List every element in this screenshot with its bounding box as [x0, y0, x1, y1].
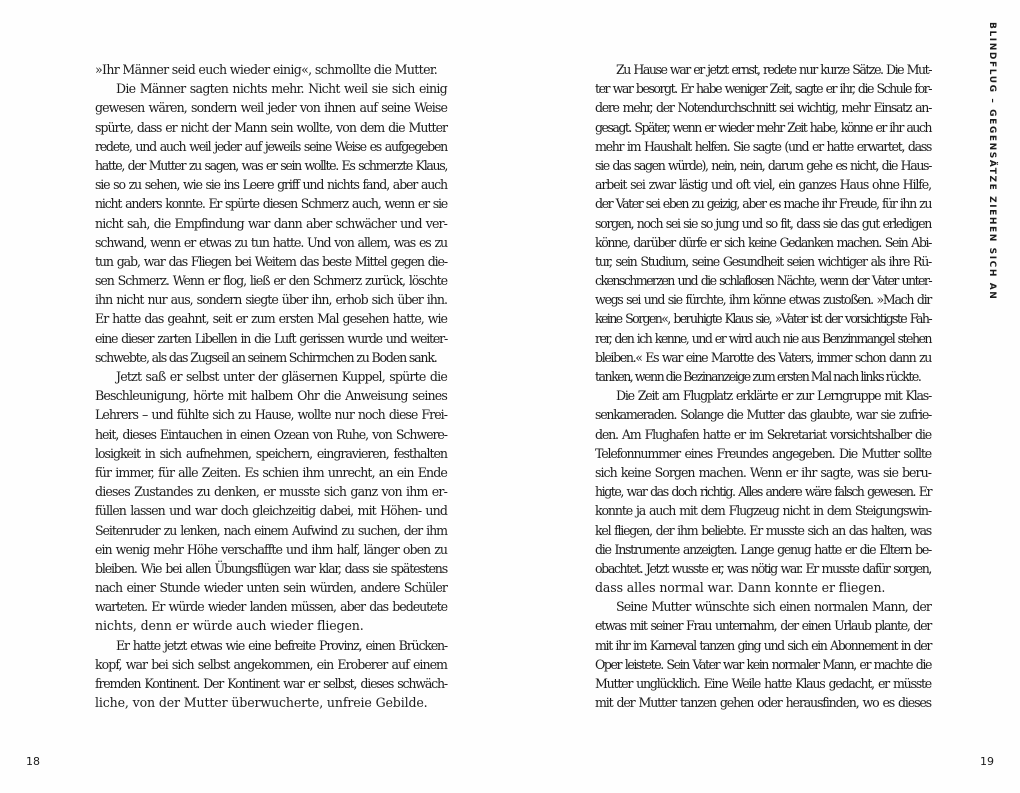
text-line: Oper leistete. Sein Vater war kein normaler Mann, er machte die: [595, 656, 931, 672]
text-line: schwebte, als das Zugseil an seinem Schirmchen zu Boden sank.: [95, 349, 437, 365]
text-line: für immer, für alle Zeiten. Es schien ihm unrecht, an ein Ende: [95, 464, 447, 480]
text-line: Er hatte jetzt etwas wie eine befreite Provinz, einen Brücken-: [116, 637, 447, 653]
text-line: ckenschmerzen und die schlaflosen Nächte, wenn der Vater unter-: [595, 273, 931, 289]
text-line: bleiben.« Es war eine Marotte des Vaters, immer schon dann zu: [595, 349, 931, 365]
text-line: Die Zeit am Flugplatz erklärte er zur Lerngruppe mit Klas-: [616, 388, 931, 404]
text-line: tanken, wenn die Bezinanzeige zum ersten Mal nach links rückte.: [595, 369, 921, 384]
text-line: schwand, wenn er etwas zu tun hatte. Und von allem, was es zu: [95, 234, 447, 250]
text-line: keine Sorgen«, beruhigte Klaus sie, »Vater ist der vorsichtigste Fah-: [595, 311, 931, 327]
text-line: etwas mit seiner Frau unternahm, der einen Urlaub plante, der: [595, 618, 931, 634]
text-line: Zu Hause war er jetzt ernst, redete nur kurze Sätze. Die Mut-: [616, 62, 931, 77]
text-line: gesagt. Später, wenn er wieder mehr Zeit habe, könne er ihr auch: [595, 119, 931, 135]
text-line: Mutter unglücklich. Eine Weile hatte Klaus gedacht, er müsste: [595, 676, 931, 691]
text-line: bleiben. Wie bei allen Übungsflügen war klar, dass sie spätestens: [95, 560, 447, 576]
text-line: sich keine Sorgen machen. Wenn er ihr sagte, was sie beru-: [595, 464, 931, 480]
text-line: senkameraden. Solange die Mutter das glaubte, war sie zufrie-: [595, 407, 931, 423]
text-line: ihn nicht nur aus, sondern siegte über ihn, erhob sich über ihn.: [95, 292, 447, 308]
left-page-number: 18: [26, 755, 40, 768]
text-line: füllen lassen und war doch gleichzeitig dabei, mit Höhen- und: [95, 503, 447, 519]
text-line: sie das sagen würde), nein, nein, darum gehe es nicht, die Haus-: [595, 157, 931, 173]
text-line: eine dieser zarten Libellen in die Luft gerissen wurde und weiter-: [95, 330, 447, 346]
text-line: mit ihr im Karneval tanzen ging und sich ein Abonnement in der: [595, 637, 931, 653]
text-line: dass alles normal war. Dann konnte er fliegen.: [595, 580, 886, 596]
text-line: arbeit sei zwar lästig und oft viel, ein ganzes Haus ohne Hilfe,: [595, 177, 931, 193]
text-line: Die Männer sagten nichts mehr. Nicht weil sie sich einig: [116, 81, 447, 97]
text-line: redete, und auch weil jeder auf jeweils seine Weise es aufgegeben: [95, 138, 447, 154]
text-line: ein wenig mehr Höhe verschaffte und ihm half, länger oben zu: [95, 541, 447, 557]
text-line: fremden Kontinent. Der Kontinent war er selbst, dieses schwäch-: [95, 676, 447, 691]
text-line: rer, den ich kenne, und er wird auch nie aus Benzinmangel stehen: [595, 330, 931, 346]
text-line: nach einer Stunde wieder unten sein würden, andere Schüler: [95, 580, 447, 596]
text-line: kopf, war bei sich selbst angekommen, ein Eroberer auf einem: [95, 656, 447, 672]
text-line: kel fliegen, der ihm beliebte. Er musste sich an das halten, was: [595, 522, 931, 538]
text-line: spürte, dass er nicht der Mann sein wollte, von dem die Mutter: [95, 119, 447, 135]
text-line: Seine Mutter wünschte sich einen normalen Mann, der: [616, 599, 931, 615]
text-line: liche, von der Mutter überwucherte, unfreie Gebilde.: [95, 695, 428, 711]
text-line: die Instrumente anzeigten. Lange genug hatte er die Eltern be-: [595, 541, 931, 557]
text-line: dieses Zustandes zu denken, er musste sich ganz von ihm er-: [95, 484, 447, 500]
text-line: heit, dieses Eintauchen in einen Ozean von Ruhe, von Schwere-: [95, 426, 447, 442]
text-line: nicht anders konnte. Er spürte diesen Schmerz auch, wenn er sie: [95, 196, 447, 212]
text-line: gewesen wären, sondern weil jeder von ihnen auf seine Weise: [95, 100, 447, 116]
text-line: warteten. Er würde wieder landen müssen, aber das bedeutete: [95, 599, 447, 615]
text-line: Telefonnummer eines Freundes angegeben. Die Mutter sollte: [595, 445, 931, 461]
running-header: BLINDFLUG – GEGENSÄTZE ZIEHEN SICH AN: [987, 22, 997, 301]
text-line: obachtet. Jetzt wusste er, was nötig war. Er musste dafür sorgen,: [595, 560, 931, 576]
text-line: »Ihr Männer seid euch wieder einig«, schmollte die Mutter.: [95, 62, 438, 77]
text-line: sie so zu sehen, wie sie ins Leere griff und nichts fand, aber auch: [95, 177, 447, 193]
text-line: dere mehr, der Notendurchschnitt sei wichtig, mehr Einsatz an-: [595, 100, 931, 116]
text-line: mehr im Haushalt helfen. Sie sagte (und er hatte erwartet, dass: [595, 138, 931, 154]
text-line: sen Schmerz. Wenn er flog, ließ er den Schmerz zurück, löschte: [95, 273, 447, 289]
text-line: Er hatte das geahnt, seit er zum ersten Mal gesehen hatte, wie: [95, 311, 447, 327]
text-line: Seitenruder zu lenken, nach einem Aufwind zu suchen, der ihm: [95, 522, 447, 538]
text-line: konnte ja auch mit dem Flugzeug nicht in dem Steigungswin-: [595, 503, 931, 519]
left-page-text: [95, 60, 447, 712]
text-line: tur, sein Studium, seine Gesundheit seien wichtiger als ihre Rü-: [595, 253, 931, 269]
text-line: nicht sah, die Empfindung war dann aber schwächer und ver-: [95, 215, 447, 231]
text-line: hatte, der Mutter zu sagen, was er sein wollte. Es schmerzte Klaus,: [95, 157, 447, 173]
text-line: losigkeit in sich aufnehmen, speichern, eingravieren, festhalten: [95, 445, 447, 461]
text-line: Jetzt saß er selbst unter der gläsernen Kuppel, spürte die: [116, 369, 447, 384]
text-line: der Vater sei eben zu geizig, aber es mache ihr Freude, für ihn zu: [595, 196, 931, 212]
right-page-text: [595, 60, 931, 712]
right-page-number: 19: [980, 755, 994, 768]
text-line: Lehrers – und fühlte sich zu Hause, wollte nur noch diese Frei-: [95, 407, 447, 423]
text-line: tun gab, war das Fliegen bei Weitem das beste Mittel gegen die-: [95, 253, 447, 269]
text-line: mit der Mutter tanzen gehen oder herausfinden, wo es dieses: [595, 695, 931, 711]
text-line: sorgen, noch sei sie so jung und so fit, dass sie das gut erledigen: [595, 215, 931, 231]
text-line: higte, war das doch richtig. Alles andere wäre falsch gewesen. Er: [595, 484, 931, 500]
text-line: könne, darüber dürfe er sich keine Gedanken machen. Sein Abi-: [595, 234, 931, 250]
text-line: den. Am Flughafen hatte er im Sekretariat vorsichtshalber die: [595, 426, 931, 442]
text-line: wegs sei und sie fürchte, ihm könne etwas zustoßen. »Mach dir: [595, 292, 931, 308]
text-line: Beschleunigung, hörte mit halbem Ohr die Anweisung seines: [95, 388, 447, 404]
text-line: nichts, denn er würde auch wieder fliegen.: [95, 618, 364, 634]
text-line: ter war besorgt. Er habe weniger Zeit, sagte er ihr, die Schule for-: [595, 81, 931, 97]
right-page: [510, 0, 1020, 793]
